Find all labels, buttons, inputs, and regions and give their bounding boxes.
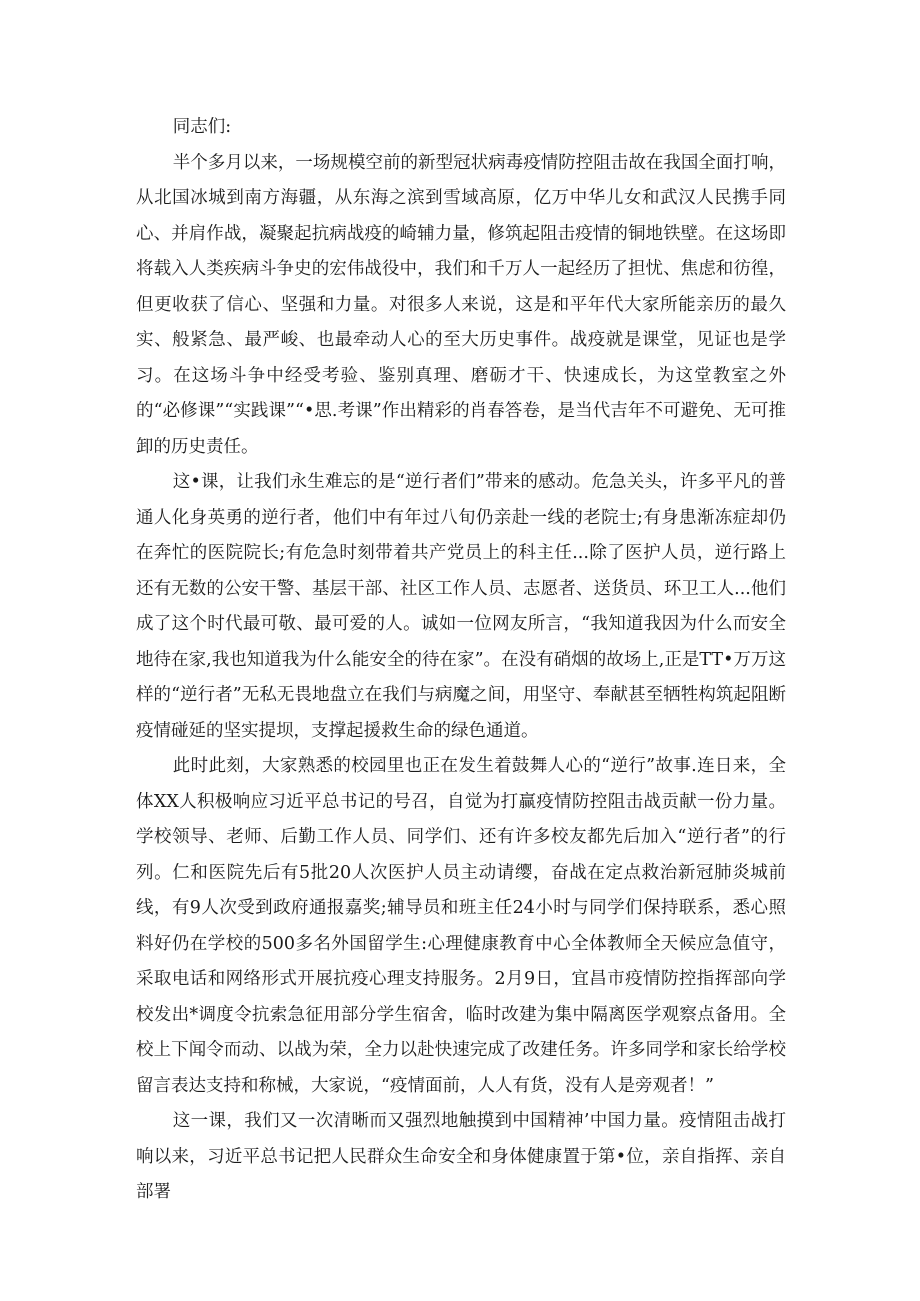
salutation: 同志们:	[172, 117, 232, 137]
paragraph-3: 此时此刻，大家熟悉的校园里也正在发生着鼓舞人心的“逆行”故事.连日来，全体XX人积极响应习近平总书记的号召，自觉为打赢疫情防控阻击战贡献一份力量。学校领导、老师、后勤工作人员、同学们、还有许多校友都先后加入“逆行者”的行列。仁和医院先后有5批20人次医护人员主动请缨，奋战在定点救治新冠肺炎城前线，有9人次受到政府通报嘉奖;辅导员和班主任24小时与同学们保持联系，悉心照料好仍在学校的500多名外国留学生:心理健康教育中心全体教师全天候应急值守，采取电话和网络形式开展抗疫心理支持服务。2月9日，宜昌市疫情防控指挥部向学校发出*调度令抗索急征用部分学生宿舍，临时改建为集中隔离医学观察点备用。全校上下闻令而动、以战为荣，全力以赴快速完成了改建任务。许多同学和家长给学校留言表达支持和称械，大家说，“疫情面前，人人有货，没有人是旁观者！”	[136, 756, 786, 1096]
paragraph-1: 半个多月以来，一场规模空前的新型冠状病毒疫情防控阻击故在我国全面打响，从北国冰城到南方海疆，从东海之滨到雪域高原，亿万中华儿女和武汉人民携手同心、并肩作战，凝聚起抗病战疫的崎辅力量，修筑起阻击疫情的铜地铁壁。在这场即将载入人类疾病斗争史的宏伟战役中，我们和千万人一起经历了担忧、焦虑和彷徨，但更收获了信心、坚强和力量。对很多人来说，这是和平年代大家所能亲历的最久实、般紧急、最严峻、也最牵动人心的至大历史事件。战疫就是课堂，见证也是学习。在这场斗争中经受考验、鉴别真理、磨砺才干、快速成长，为这堂教室之外的“必修课”“实践课”“•思.考课”作出精彩的肖春答卷，是当代吉年不可避免、无可推卸的历史责任。	[136, 152, 786, 457]
document-body	[136, 110, 786, 1211]
paragraph-4: 这一课，我们又一次清晰而又强烈地触摸到中国精神’中国力量。疫情阻击战打响以来，习近平总书记把人民群众生命安全和身体健康置于第•位，亲自指挥、亲自部署	[136, 1111, 786, 1202]
paragraph-2: 这•课，让我们永生难忘的是“逆行者们”带来的感动。危急关头，许多平凡的普通人化身英勇的逆行者，他们中有年过八旬仍亲赴一线的老院士;有身患渐冻症却仍在奔忙的医院院长;有危急时刻带着共产党员上的科主任...除了医护人员，逆行路上还有无数的公安干警、基层干部、社区工作人员、志愿者、送货员、环卫工人...他们成了这个时代最可敬、最可爱的人。诚如一位网友所言，“我知道我因为什么而安全地待在家,我也知道我为什么能安全的待在家”。在没有硝烟的故场上,正是TT•万万这样的“逆行者”无私无畏地盘立在我们与病魔之间，用坚守、奉献甚至牺牲构筑起阻断疫情碰延的坚实提坝，支撑起援救生命的绿色通道。	[136, 472, 786, 741]
